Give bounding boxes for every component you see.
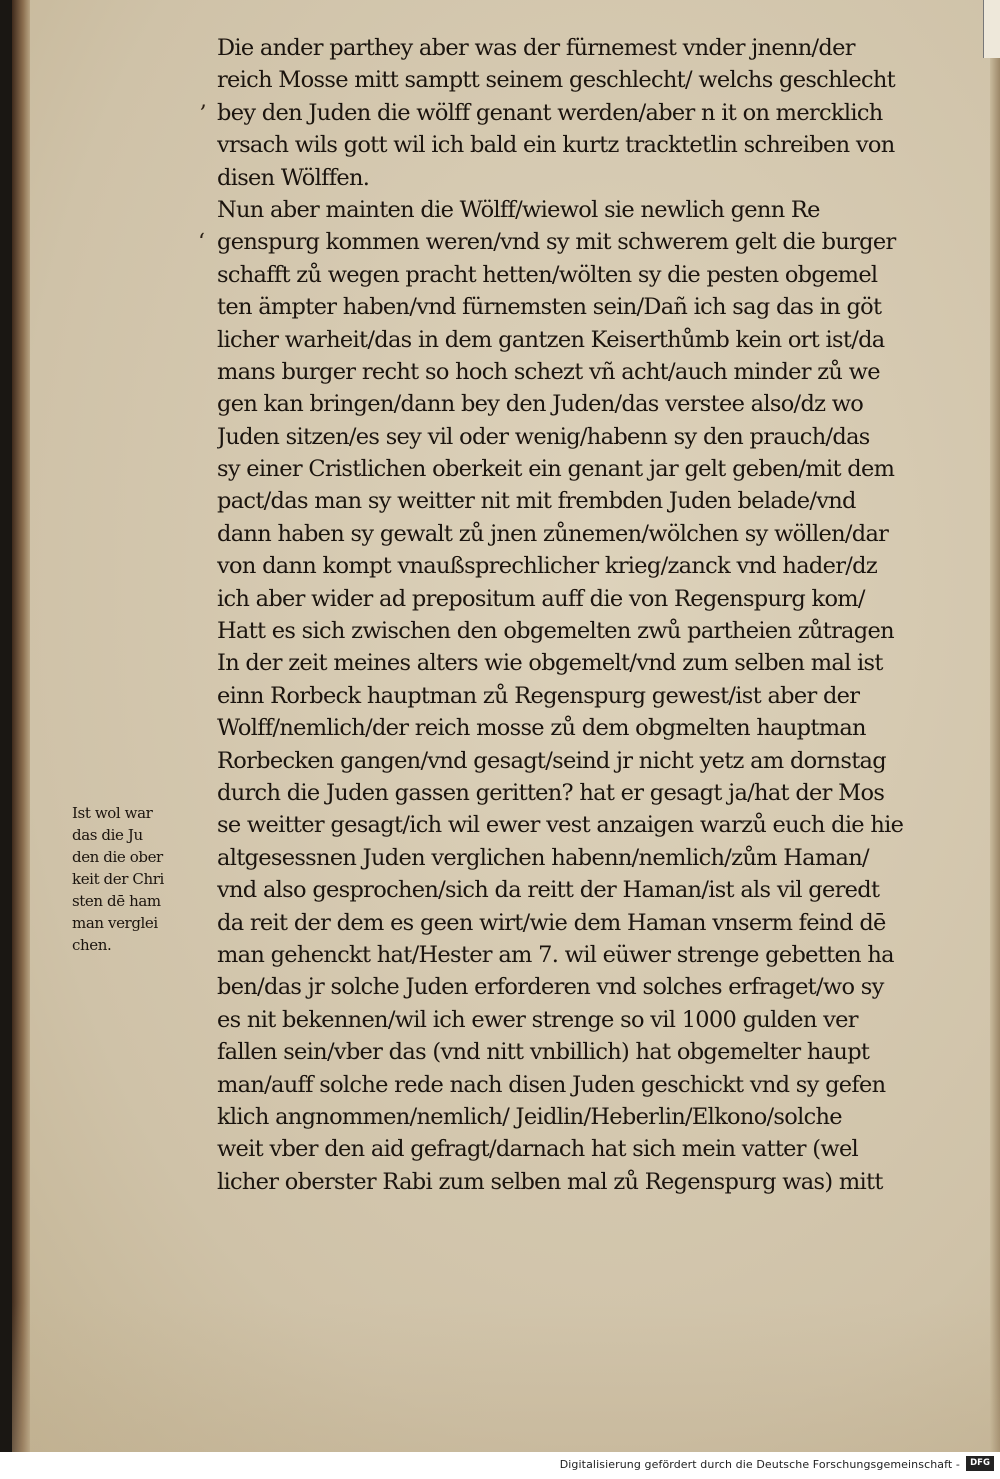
text-line: Hatt es sich zwischen den obgemelten zwů partheien zůtragen	[217, 618, 894, 645]
marginal-note	[72, 802, 217, 956]
marginal-line: Ist wol war	[72, 804, 153, 822]
text-line: Rorbecken gangen/vnd gesagt/seind jr nicht yetz am dornstag	[217, 747, 886, 774]
text-line: klich angnommen/nemlich/ Jeidlin/Heberlin/Elkono/solche	[217, 1103, 842, 1130]
text-line: es nit bekennen/wil ich ewer strenge so vil 1000 gulden ver	[217, 1006, 858, 1033]
text-line: bey den Juden die wölff genant werden/aber n it on mercklich	[217, 99, 883, 126]
text-line: In der zeit meines alters wie obgemelt/vnd zum selben mal ist	[217, 650, 883, 677]
marginal-line: chen.	[72, 936, 112, 954]
marginal-line: man verglei	[72, 914, 158, 932]
text-line: Nun aber mainten die Wölff/wiewol sie newlich genn Re	[217, 196, 820, 223]
digitization-credit: Digitalisierung gefördert durch die Deutsche Forschungsgemeinschaft -	[559, 1458, 960, 1471]
text-line: durch die Juden gassen geritten? hat er gesagt ja/hat der Mos	[217, 779, 885, 806]
text-line: von dann kompt vnaußsprechlicher krieg/zanck vnd hader/dz	[217, 553, 878, 580]
text-line: man/auff solche rede nach disen Juden geschickt vnd sy gefen	[217, 1071, 886, 1098]
text-line: gen kan bringen/dann bey den Juden/das verstee also/dz wo	[217, 391, 864, 418]
text-line: altgesessnen Juden verglichen habenn/nemlich/zům Haman/	[217, 844, 869, 871]
text-line: man gehenckt hat/Hester am 7. wil eüwer strenge gebetten ha	[217, 941, 894, 968]
text-line: dann haben sy gewalt zů jnen zůnemen/wölchen sy wöllen/dar	[217, 520, 889, 547]
dfg-logo: DFG	[966, 1456, 994, 1471]
marginal-line: den die ober	[72, 848, 163, 866]
main-text-block	[217, 32, 987, 1198]
margin-mark: ‘	[198, 230, 205, 255]
text-line: genspurg kommen weren/vnd sy mit schwerem gelt die burger	[217, 229, 896, 256]
page-edge	[990, 0, 1000, 1452]
text-line: mans burger recht so hoch schezt vñ acht/auch minder zů we	[217, 358, 880, 385]
text-line: se weitter gesagt/ich wil ewer vest anzaigen warzů euch die hie	[217, 812, 904, 839]
text-line: disen Wölffen.	[217, 164, 370, 191]
text-line: vrsach wils gott wil ich bald ein kurtz tracktetlin schreiben von	[217, 132, 895, 159]
text-line: ben/das jr solche Juden erforderen vnd solches erfraget/wo sy	[217, 974, 884, 1001]
book-page	[12, 0, 1000, 1452]
text-line: licher warheit/das in dem gantzen Keiserthůmb kein ort ist/da	[217, 326, 885, 353]
page-shading	[12, 1302, 1000, 1452]
margin-mark: ,	[200, 88, 207, 113]
text-line: licher oberster Rabi zum selben mal zů Regenspurg was) mitt	[217, 1168, 883, 1195]
marginal-line: das die Ju	[72, 826, 143, 844]
text-line: Die ander parthey aber was der fürnemest vnder jnenn/der	[217, 35, 855, 61]
footer-bar	[0, 1452, 1000, 1479]
text-line: sy einer Cristlichen oberkeit ein genant jar gelt geben/mit dem	[217, 456, 895, 483]
text-line: Juden sitzen/es sey vil oder wenig/habenn sy den prauch/das	[217, 423, 870, 450]
text-line: pact/das man sy weitter nit mit frembden Juden belade/vnd	[217, 488, 856, 515]
text-line: da reit der dem es geen wirt/wie dem Haman vnserm feind dē	[217, 909, 886, 936]
text-line: fallen sein/vber das (vnd nitt vnbillich) hat obgemelter haupt	[217, 1039, 870, 1066]
text-line: ten ämpter haben/vnd fürnemsten sein/Dañ ich sag das in göt	[217, 294, 882, 321]
text-line: einn Rorbeck hauptman zů Regenspurg gewest/ist aber der	[217, 682, 860, 709]
text-line: schafft zů wegen pracht hetten/wölten sy die pesten obgemel	[217, 261, 878, 288]
book-gutter	[12, 0, 30, 1452]
text-line: reich Mosse mitt samptt seinem geschlecht/ welchs geschlecht	[217, 67, 896, 94]
text-line: ich aber wider ad prepositum auff die von Regenspurg kom/	[217, 585, 865, 612]
marginal-line: keit der Chri	[72, 870, 164, 888]
marginal-line: sten dē ham	[72, 892, 161, 910]
text-line: weit vber den aid gefragt/darnach hat sich mein vatter (wel	[217, 1136, 859, 1163]
text-line: vnd also gesprochen/sich da reitt der Haman/ist als vil geredt	[217, 877, 880, 904]
text-line: Wolff/nemlich/der reich mosse zů dem obgmelten hauptman	[217, 715, 866, 742]
